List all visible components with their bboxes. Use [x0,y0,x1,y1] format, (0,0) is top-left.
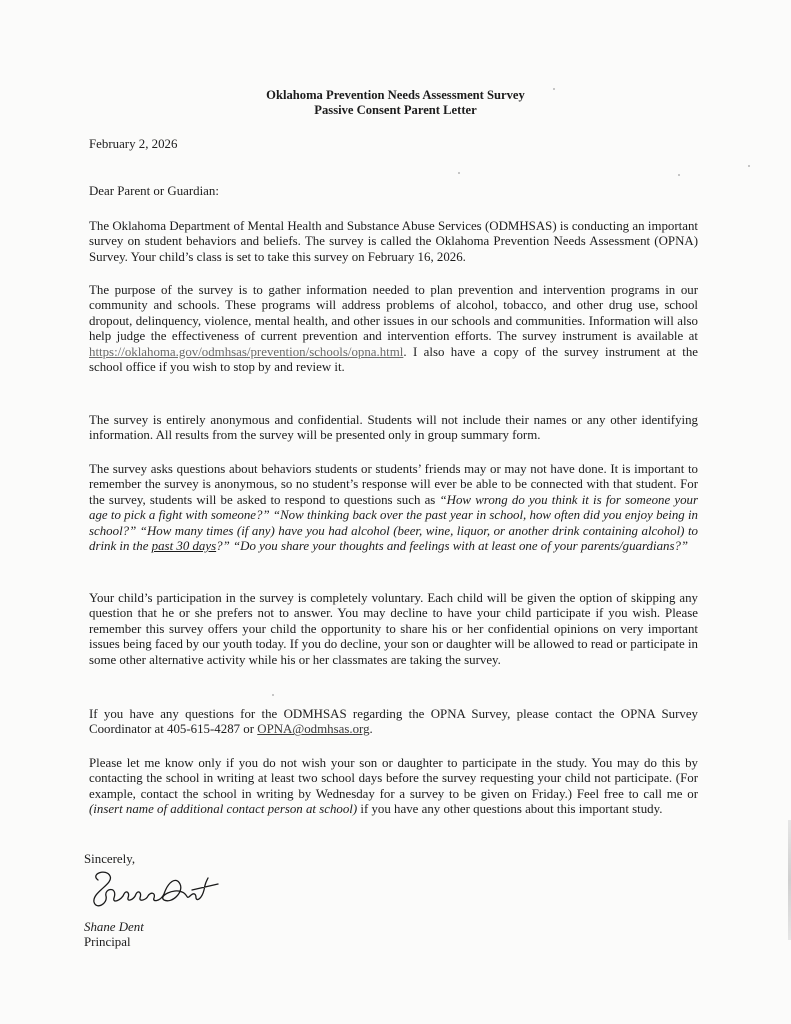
letter-header [0,88,791,118]
sample-question-1: “How wrong do you think it is for someone your age to pick a fight with someone?” [89,492,698,523]
purpose-text: The purpose of the survey is to gather information needed to plan prevention and intervention programs in our community and schools. These programs will address problems of alcohol, tobacco, and other drug use, school dropout, delinquency, violence, mental health, and other issues in our schools and communities. Information will also help judge the effectiveness of current prevention and intervention efforts. The survey instrument is available at [89,283,698,344]
signatory-title: Principal [84,935,131,950]
salutation: Dear Parent or Guardian: [89,184,219,198]
paragraph-intro: The Oklahoma Department of Mental Health and Substance Abuse Services (ODMHSAS) is conducting an important survey on student behaviors and beliefs. The survey is called the Oklahoma Prevention Needs Assessment (OPNA) Survey. Your child’s class is set to take this survey on February 16, 2026. [89,219,698,264]
signatory-name: Shane Dent [84,920,144,934]
scan-speck [272,694,274,696]
paragraph-purpose [89,283,698,375]
paragraph-voluntary: Your child’s participation in the survey is completely voluntary. Each child will be given the option of skipping any question that he or she prefers not to answer. You may decline to have your child participate if you wish. Please remember this survey offers your child the opportunity to share his or her confidential opinions on very important issues being faced by our youth today. If you do decline, your son or daughter will be allowed to read or participate in some other alternative activity while his or her classmates are taking the survey. [89,591,698,667]
purpose-tail: . I also have a copy of the survey instrument at the school office if you wish to stop by and review it. [89,344,698,375]
paragraph-contact [89,707,698,738]
paragraph-questions [89,462,698,554]
contact-tail: . [369,722,373,737]
scan-speck [458,172,460,174]
closing: Sincerely, [84,852,136,866]
past-30-days-underlined: past 30 days [151,539,217,554]
survey-instrument-link[interactable]: https://oklahoma.gov/odmhsas/prevention/schools/opna.html [89,344,404,359]
signatory-block [84,920,693,951]
scan-speck [553,88,555,90]
contact-text: If you have any questions for the ODMHSAS regarding the OPNA Survey, please contact the OPNA Survey Coordinator at 405-615-4287 or [89,707,698,737]
additional-contact-placeholder: (insert name of additional contact person at school) [89,802,358,817]
coordinator-email-link[interactable]: OPNA@odmhsas.org [257,722,370,737]
sample-question-3-start: “How many times (if any) have you had alcohol (beer, wine, liquor, or another drink containing alcohol) to drink in the [89,523,698,554]
sample-question-3-end: ?” [216,539,230,554]
letter-subtitle: Passive Consent Parent Letter [314,103,477,117]
opt-out-tail: if you have any other questions about this important study. [357,802,663,817]
signature-image [84,858,224,918]
sample-question-4: “Do you share your thoughts and feelings with at least one of your parents/guardians?” [232,539,689,554]
paragraph-anonymity: The survey is entirely anonymous and confidential. Students will not include their names or any other identifying information. All results from the survey will be presented only in group summary form. [89,413,698,443]
scan-speck [678,174,680,176]
paragraph-opt-out [89,756,698,818]
opt-out-text: Please let me know only if you do not wish your son or daughter to participate in the study. You may do this by contacting the school in writing at least two school days before the survey requesting your child not participate. (For example, contact the school in writing by Wednesday for a survey to be given on Friday.) Feel free to call me or [89,756,698,801]
sample-question-2: “Now thinking back over the past year in school, how often did you enjoy being in school?” [89,508,698,538]
letter-date: February 2, 2026 [89,137,178,151]
questions-intro: The survey asks questions about behaviors students or students’ friends may or may not have done. It is important to remember the survey is anonymous, so no student’s response will ever be able to be connected with that student. For the survey, students will be asked to respond to questions such as [89,462,698,507]
scan-speck [748,165,750,167]
letter-title: Oklahoma Prevention Needs Assessment Survey [266,88,525,102]
